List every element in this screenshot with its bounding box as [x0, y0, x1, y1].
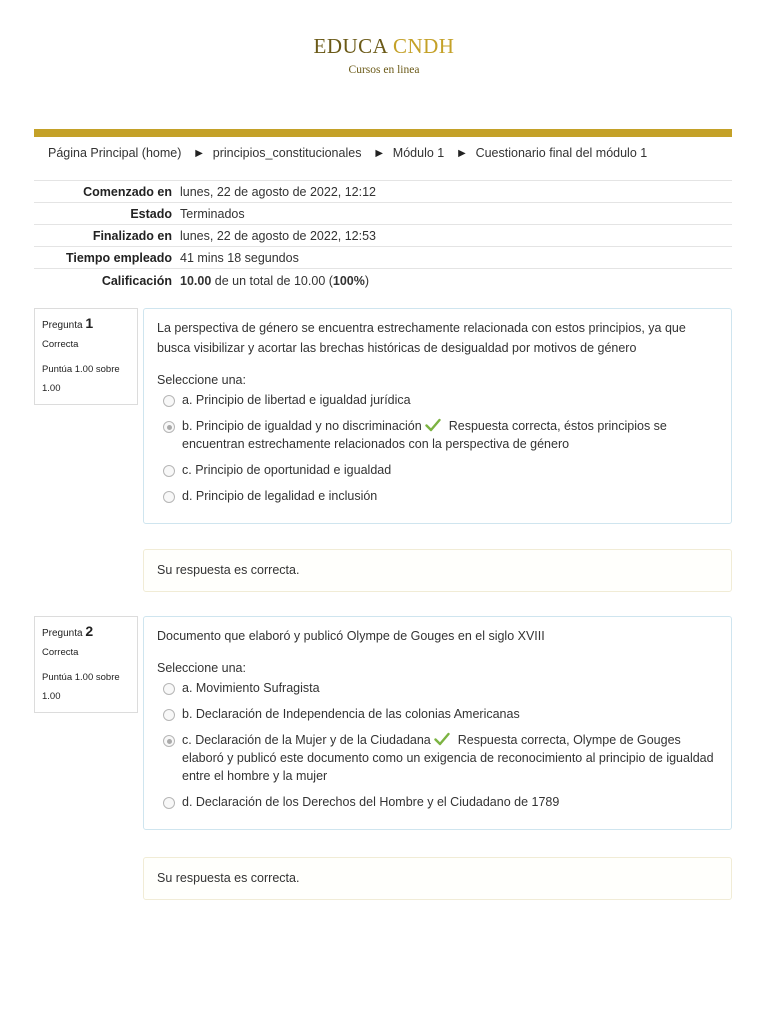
- answer-feedback: Respuesta correcta, Olympe de Gouges elaboró y publicó este documento como un exigencia de reconocimiento al principio de igualdad entre el hombre y la mujer: [182, 733, 714, 783]
- summary-label: Estado: [34, 203, 180, 225]
- answer-option-d[interactable]: d. Principio de legalidad e inclusión: [157, 487, 718, 505]
- question-feedback-2: Su respuesta es correcta.: [143, 857, 732, 900]
- radio-button[interactable]: [163, 797, 175, 809]
- summary-row-time: [34, 247, 732, 269]
- question-content-2: [143, 616, 732, 830]
- radio-button[interactable]: [163, 491, 175, 503]
- radio-button[interactable]: [163, 395, 175, 407]
- summary-label: Comenzado en: [34, 181, 180, 203]
- question-state: Correcta: [42, 339, 79, 350]
- site-subtitle: Cursos en linea: [348, 64, 420, 76]
- question-number: Pregunta 2: [42, 623, 94, 639]
- question-grade: Puntúa 1.00 sobre 1.00: [42, 364, 120, 394]
- attempt-summary-table: [34, 180, 732, 293]
- summary-row-state: [34, 203, 732, 225]
- answer-options: [157, 391, 718, 505]
- answer-option-a[interactable]: a. Principio de libertad e igualdad jurídica: [157, 391, 718, 409]
- breadcrumb-quiz-link[interactable]: Cuestionario final del módulo 1: [475, 146, 648, 160]
- summary-value: 41 mins 18 segundos: [180, 247, 732, 269]
- answer-prompt: Seleccione una:: [157, 661, 246, 675]
- breadcrumb-separator-icon: ►: [192, 146, 206, 160]
- summary-value: 10.00 de un total de 10.00 (100%): [180, 269, 732, 293]
- grade-percent: 100%: [332, 273, 365, 288]
- summary-label: Tiempo empleado: [34, 247, 180, 269]
- question-state: Correcta: [42, 647, 79, 658]
- question-text: La perspectiva de género se encuentra estrechamente relacionada con estos principios, ya que busca visibilizar y acortar las brechas históricas de desigualdad por motivos de género: [157, 321, 686, 355]
- question-text: Documento que elaboró y publicó Olympe de Gouges en el siglo XVIII: [157, 629, 545, 643]
- answer-option-c[interactable]: c. Declaración de la Mujer y de la Ciudadana Respuesta correcta, Olympe de Gouges elaboró y publicó este documento como un exigencia de reconocimiento al principio de igualdad entre el hombre y la mujer: [157, 731, 718, 785]
- header-divider-bar: [34, 129, 732, 137]
- answer-option-b[interactable]: b. Principio de igualdad y no discriminación Respuesta correcta, éstos principios se encuentran estrechamente relacionados con la perspectiva de género: [157, 417, 718, 453]
- answer-feedback: Respuesta correcta, éstos principios se encuentran estrechamente relacionados con la perspectiva de género: [182, 419, 667, 451]
- answer-option-a[interactable]: a. Movimiento Sufragista: [157, 679, 718, 697]
- summary-row-finished: [34, 225, 732, 247]
- summary-value: Terminados: [180, 203, 732, 225]
- radio-button[interactable]: [163, 465, 175, 477]
- summary-value: lunes, 22 de agosto de 2022, 12:12: [180, 181, 732, 203]
- breadcrumb-separator-icon: ►: [455, 146, 469, 160]
- summary-value: lunes, 22 de agosto de 2022, 12:53: [180, 225, 732, 247]
- breadcrumb: [48, 146, 647, 160]
- breadcrumb-course-link[interactable]: principios_constitucionales: [212, 146, 362, 160]
- correct-check-icon: [425, 418, 441, 432]
- answer-option-b[interactable]: b. Declaración de Independencia de las colonias Americanas: [157, 705, 718, 723]
- question-number: Pregunta 1: [42, 315, 94, 331]
- summary-label: Finalizado en: [34, 225, 180, 247]
- summary-row-started: [34, 181, 732, 203]
- question-info-2: [34, 616, 138, 713]
- site-logo[interactable]: EDUCA CNDH: [313, 34, 455, 58]
- site-header: [0, 34, 768, 76]
- correct-check-icon: [434, 732, 450, 746]
- radio-button-selected[interactable]: [163, 421, 175, 433]
- answer-prompt: Seleccione una:: [157, 373, 246, 387]
- breadcrumb-module-link[interactable]: Módulo 1: [392, 146, 445, 160]
- answer-option-c[interactable]: c. Principio de oportunidad e igualdad: [157, 461, 718, 479]
- question-feedback-1: Su respuesta es correcta.: [143, 549, 732, 592]
- summary-row-grade: [34, 269, 732, 293]
- radio-button[interactable]: [163, 683, 175, 695]
- radio-button-selected[interactable]: [163, 735, 175, 747]
- question-grade: Puntúa 1.00 sobre 1.00: [42, 672, 120, 702]
- answer-option-d[interactable]: d. Declaración de los Derechos del Hombre y el Ciudadano de 1789: [157, 793, 718, 811]
- summary-label: Calificación: [34, 269, 180, 293]
- grade-score: 10.00: [180, 273, 212, 288]
- answer-options: [157, 679, 718, 811]
- question-info-1: [34, 308, 138, 405]
- radio-button[interactable]: [163, 709, 175, 721]
- breadcrumb-home-link[interactable]: Página Principal (home): [48, 146, 182, 160]
- breadcrumb-separator-icon: ►: [372, 146, 386, 160]
- question-content-1: [143, 308, 732, 524]
